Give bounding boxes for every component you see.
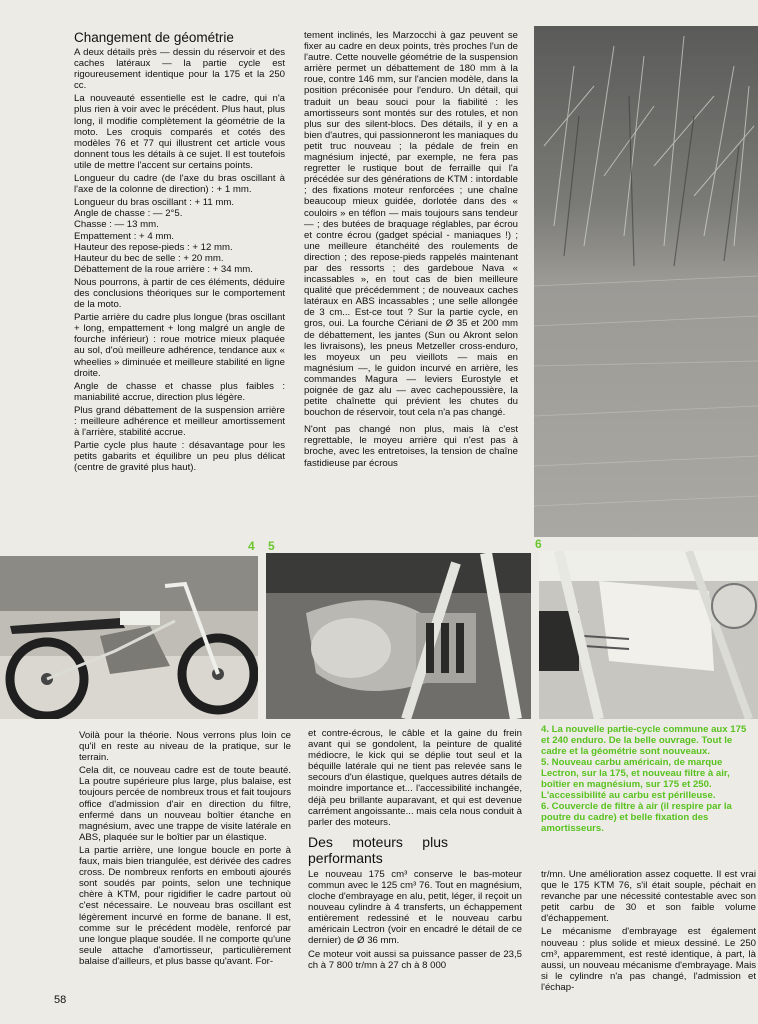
- column-2: [304, 30, 518, 471]
- paragraph: Chasse : — 13 mm.: [74, 219, 159, 231]
- paragraph: Longueur du cadre (de l'axe du bras oscillant à l'axe de la colonne de direction) : + 1 mm.: [74, 173, 285, 196]
- paragraph: Angle de chasse : — 2°5.: [74, 208, 183, 220]
- photo-landscape: [534, 26, 758, 537]
- page-number: 58: [54, 994, 67, 1006]
- photo-carburetor: [266, 553, 531, 719]
- paragraph: Nous pourrons, à partir de ces éléments, déduire des conclusions théoriques sur le comportement de la moto.: [74, 276, 285, 311]
- caption-5: 5. Nouveau carbu américain, de marque Lectron, sur la 175, et nouveau filtre à air, boîtier en magnésium, sur 175 et 250. L'accessibilité au carbu est périlleuse.: [541, 757, 730, 801]
- paragraph: Hauteur des repose-pieds : + 12 mm.: [74, 241, 233, 253]
- photo-number-5: 5: [268, 539, 275, 553]
- paragraph: Débattement de la roue arrière : + 34 mm.: [74, 263, 253, 275]
- paragraph: A deux détails près — dessin du réservoir et des caches latéraux — la partie cycle est rigoureusement identique pour la 175 et la 250 cc.: [74, 47, 285, 92]
- photo-motorcycle: [0, 556, 258, 719]
- paragraph: Voilà pour la théorie. Nous verrons plus loin ce qu'il en reste au niveau de la pratique, sur le terrain.: [79, 730, 291, 764]
- paragraph: et contre-écrous, le câble et la gaine du frein avant qui se gondolent, la peinture de qualité médiocre, le kick qui se déplie tout seul et la béquille latérale qui ne tient pas relevée sans le secours d'un élastique, quelques autres détails de moindre importance et... l'accessibilité inchangée, déjà peu brillante auparavant, et qui est devenue carrément angoissante... mais cela nous conduit à parler des moteurs.: [308, 728, 522, 828]
- photo-number-6: 6: [535, 537, 542, 551]
- paragraph: La nouveauté essentielle est le cadre, qui n'a plus rien à voir avec le précédent. Plus haut, plus long, il modifie complètement la géométrie de la moto. Les croquis comparés et cotés des modèles 76 et 77 qui illustrent cet article vous donnent tous les détails à ce sujet. Il est toutefois utile de mettre l'accent sur certains points.: [74, 93, 285, 171]
- paragraph: tr/mn. Une amélioration assez coquette. Il est vrai que le 175 KTM 76, s'il était souple, péchait en revanche par une nécessité contestable avec son petit carbu de 30 et son faible volume d'échappement.: [541, 869, 756, 925]
- paragraph: Partie cycle plus haute : désavantage pour les petits gabarits et équilibre un peu plus délicat (centre de gravité plus haut).: [74, 440, 285, 474]
- paragraph: Empattement : + 4 mm.: [74, 230, 174, 242]
- carburetor-image: [266, 553, 531, 719]
- paragraph: Partie arrière du cadre plus longue (bras oscillant + long, empattement + long malgré un angle de fourche inférieur) : roue motrice mieux plaquée au sol, d'où meilleure adhérence, tendance aux « wheelies » diminuée et meilleure stabilité en ligne droite.: [74, 312, 285, 379]
- motorcycle-image: [0, 556, 258, 719]
- paragraph: Angle de chasse et chasse plus faibles : maniabilité accrue, direction plus légère.: [74, 380, 285, 403]
- column-3: [79, 730, 291, 969]
- paragraph: Le nouveau 175 cm³ conserve le bas-moteur commun avec le 125 cm³ 76. Tout en magnésium, cloche d'embrayage en alu, petit, léger, il reçoit un nouveau cylindre à 4 transferts, un échappement entièrement redessiné et le nouveau carbu américain Lectron (voir en encadré le détail de ce dernier) de Ø 36 mm.: [308, 868, 522, 947]
- column-1: [74, 30, 285, 475]
- column-4: [308, 728, 522, 973]
- paragraph: Ce moteur voit aussi sa puissance passer de 23,5 ch à 7 800 tr/mn à 27 ch à 8 000: [308, 948, 522, 971]
- paragraph: tement inclinés, les Marzocchi à gaz peuvent se fixer au cadre en deux points, très proches l'un de l'autre. Cette nouvelle géométrie de la suspension arrière permet un débattement de 180 mm à la roue, contre 146 mm, sur l'ancien modèle, dans la position préconisée pour l'enduro. Un détail, qui traduit un beau souci pour la fiabilité : les amortisseurs sont montés sur des rotules, et non plus sur des silent-blocs. Des détails, il y en a bien d'autres, qui passionneront les maniaques du petit truc nouveau ; la pédale de frein en magnésium injecté, par exemple, ne fera pas regretter le rustique bout de ferraille qui l'a précédée sur des générations de KTM : intordable ; des fixations moteur renforcées ; une chaîne beaucoup mieux guidée, dorlotée dans des « couloirs » en téflon — mais toujours sans tendeur — ; des butées de braquage réglables, par écrou et contre écrou (gadget spécial - maniaques !) ; une meilleure étanchéité des roulements de direction ; des repose-pieds rappelés maintenant par des ressorts ; des gardeboue Nava « incassables », en tout cas de bien meilleure qualité que précédemment ; de nouveaux caches latéraux en ABS incassables ; une selle allongée de 3 cm... Est-ce tout ? Sur la partie cycle, en gros, oui. La fourche Cériani de Ø 35 et 200 mm de débattement, les jantes (Sun ou Akront selon les livraisons), les pneus Metzeller cross-enduro, les moyeux un peu vieillots — mais en magnésium —, le guidon incurvé en arrière, les commandes Magura — leviers Eurostyle et poignée de gaz alu — avec cachepoussière, la petite chaînette qui prévient les chutes du bouchon de réservoir, tout cela n'a pas changé.: [304, 30, 518, 419]
- photo-number-4: 4: [248, 539, 255, 553]
- paragraph: N'ont pas changé non plus, mais là c'est regrettable, le moyeu arrière qui n'est pas à broche, avec les entretoises, la tension de chaîne fastidieuse par écrous: [304, 424, 518, 469]
- section-heading-engines: Des moteurs plus performants: [308, 833, 448, 866]
- landscape-image: [534, 26, 758, 537]
- caption-4: 4. La nouvelle partie-cycle commune aux 175 et 240 enduro. De la belle ouvrage. Tout le cadre et la géométrie sont nouveaux.: [541, 724, 747, 757]
- air-filter-image: [539, 551, 758, 719]
- paragraph: Longueur du bras oscillant : + 11 mm.: [74, 197, 235, 209]
- paragraph: Plus grand débattement de la suspension arrière : meilleure adhérence et meilleur amortissement à l'arrière, stabilité accrue.: [74, 404, 285, 439]
- caption-6: 6. Couvercle de filtre à air (il respire par la poutre du cadre) et belle fixation des amortisseurs.: [541, 801, 732, 834]
- photo-air-filter: [539, 551, 758, 719]
- paragraph: Le mécanisme d'embrayage est également nouveau : plus solide et mieux dessiné. Le 250 cm³, apparemment, est resté identique, à part, là aussi, un nouveau mécanisme d'embrayage. Mais si le cylindre n'a pas changé, l'admission et l'échap-: [541, 926, 756, 993]
- paragraph: Hauteur du bec de selle : + 20 mm.: [74, 252, 224, 264]
- photo-captions: [541, 724, 756, 834]
- section-heading-geometry: Changement de géométrie: [74, 30, 234, 45]
- column-5: [541, 869, 756, 995]
- paragraph: Cela dit, ce nouveau cadre est de toute beauté. La poutre supérieure plus large, plus balaise, est toujours percée de nombreux trous et fait toujours office d'admission d'air en direction du filtre, enfermé dans un nouveau boîtier étanche en magnésium, avec une trappe de visite latérale en ABS, plaquée sur le boîtier par un élastique.: [79, 765, 291, 843]
- paragraph: La partie arrière, une longue boucle en porte à faux, mais bien triangulée, est dérivée des cadres cross. De nombreux renforts en embouti ajourés sont soudés par points, selon une technique chère à KTM, pour rigidifier le cadre partout où c'est nécessaire. Le nouveau bras oscillant est légèrement incurvé en forme de banane. Il est, comme sur le précédent modèle, renforcé par une longue plaque soudée. Il ne comporte qu'une seule attache d'amortisseur, particulièrement balaise d'ailleurs, et plus basse qu'avant. For-: [79, 844, 291, 967]
